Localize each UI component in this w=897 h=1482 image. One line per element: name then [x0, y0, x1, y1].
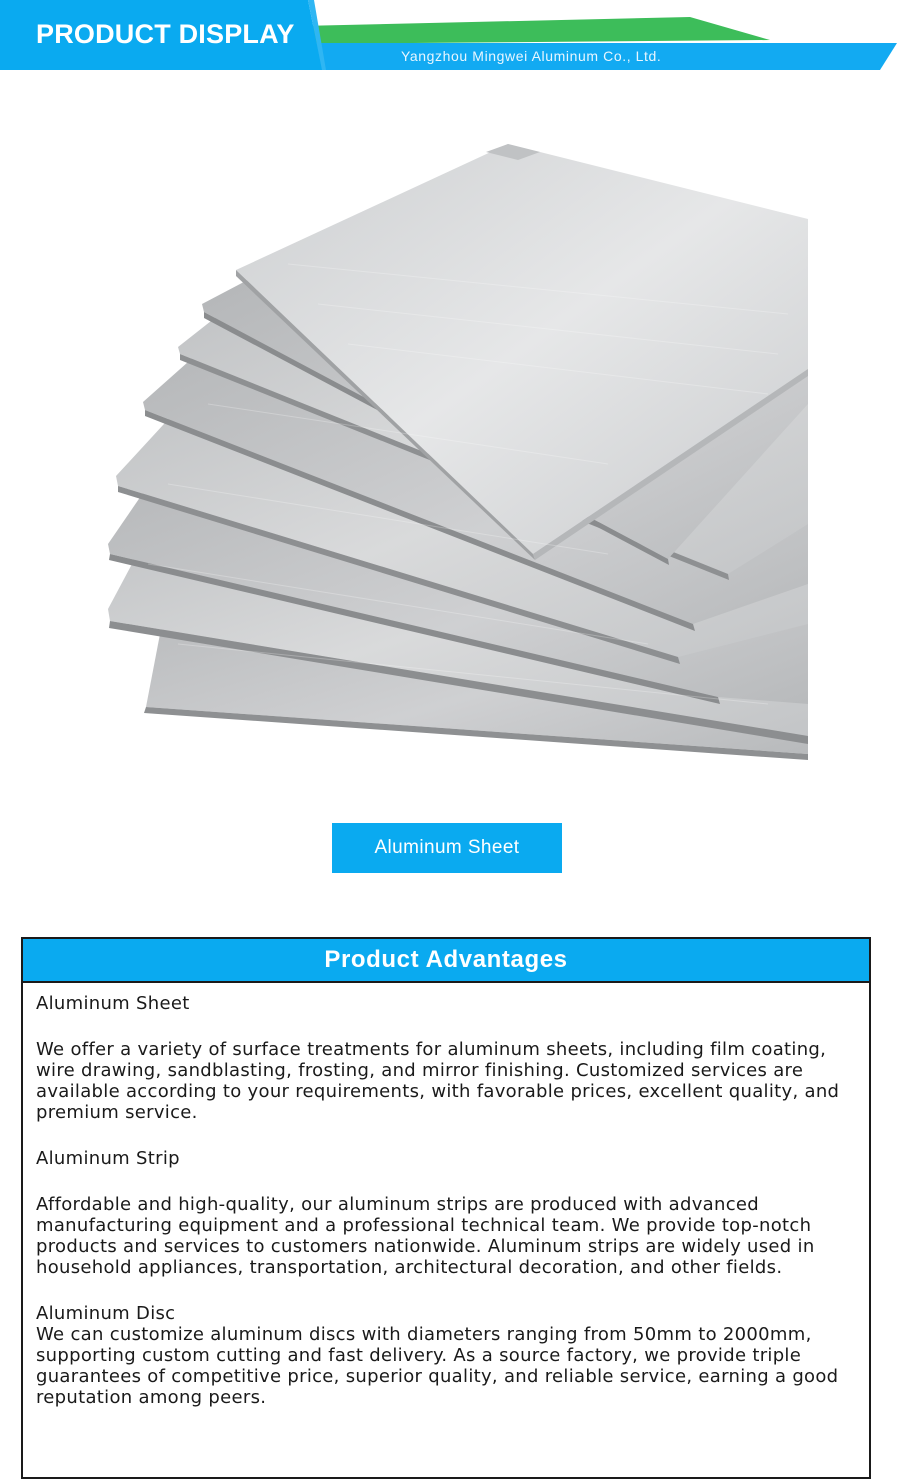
company-name: Yangzhou Mingwei Aluminum Co., Ltd. — [401, 48, 662, 64]
advantage-text-disc: We can customize aluminum discs with diameters ranging from 50mm to 2000mm, supporting custom cutting and fast delivery. As a source factory, we provide triple guarantees of competitive price, superior quality, and reliable service, earning a good reputation among peers. — [36, 1324, 839, 1408]
advantage-text-sheet: We offer a variety of surface treatments for aluminum sheets, including film coating, wire drawing, sandblasting, frosting, and mirror finishing. Customized services are available according to your requirements, with favorable prices, excellent quality, and premium service. — [36, 1039, 840, 1123]
aluminum-sheets-image — [88, 104, 808, 764]
advantages-heading: Product Advantages — [23, 939, 869, 983]
header-banner — [0, 0, 897, 75]
advantage-title-strip: Aluminum Strip — [36, 1148, 180, 1169]
advantage-title-disc: Aluminum Disc — [36, 1303, 176, 1324]
page-title: PRODUCT DISPLAY — [36, 19, 295, 49]
advantage-text-strip: Affordable and high-quality, our aluminum strips are produced with advanced manufacturing equipment and a professional technical team. We provide top-notch products and services to customers nationwide. Aluminum strips are widely used in household appliances, transportation, architectural decoration, and other fields. — [36, 1194, 815, 1278]
advantages-body — [23, 983, 869, 1408]
advantage-title-sheet: Aluminum Sheet — [36, 993, 190, 1014]
aluminum-sheet-button[interactable]: Aluminum Sheet — [332, 823, 562, 873]
product-advantages-panel — [21, 937, 871, 1479]
